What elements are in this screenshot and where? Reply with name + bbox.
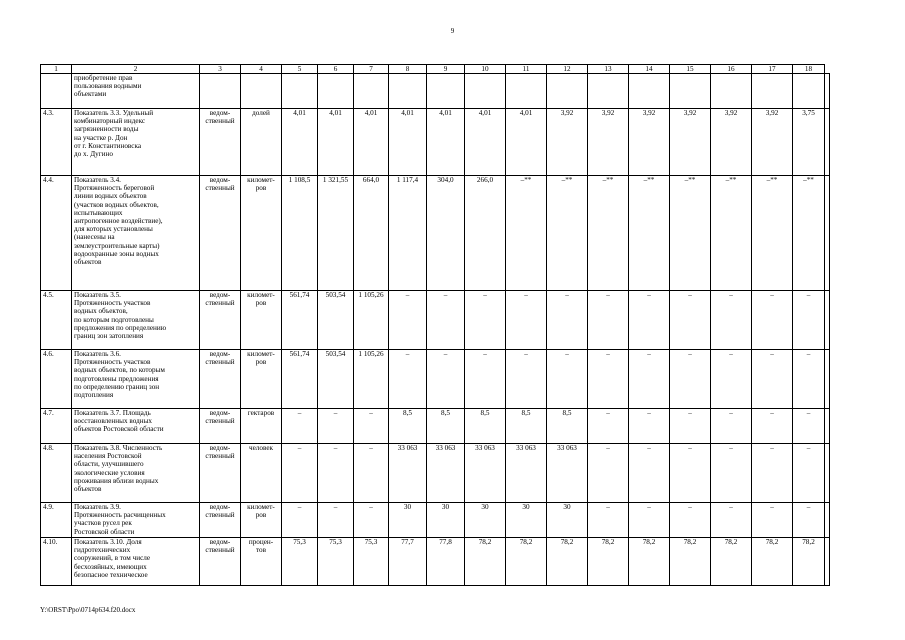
value-cell xyxy=(670,74,711,109)
value-cell: 1 321,55 xyxy=(318,176,354,291)
table-row xyxy=(41,291,830,350)
source-cell: ведом- ственный xyxy=(200,109,241,176)
value-cell: – xyxy=(670,409,711,444)
value-cell xyxy=(825,291,830,350)
value-cell xyxy=(793,74,825,109)
value-cell: – xyxy=(588,291,629,350)
value-cell: – xyxy=(793,409,825,444)
value-cell: – xyxy=(282,444,318,503)
column-number-cell: 2 xyxy=(72,65,200,74)
value-cell xyxy=(752,74,793,109)
value-cell: 78,2 xyxy=(670,538,711,586)
value-cell: –** xyxy=(670,176,711,291)
unit-cell xyxy=(241,74,282,109)
value-cell: 664,0 xyxy=(354,176,389,291)
value-cell xyxy=(354,74,389,109)
value-cell: – xyxy=(318,444,354,503)
row-number-cell: 4.4. xyxy=(41,176,72,291)
value-cell xyxy=(825,409,830,444)
row-number-cell: 4.9. xyxy=(41,503,72,538)
value-cell: 78,2 xyxy=(506,538,547,586)
row-number-cell: 4.10. xyxy=(41,538,72,586)
column-number-cell: 18 xyxy=(793,65,825,74)
source-cell: ведом- ственный xyxy=(200,444,241,503)
value-cell: 3,92 xyxy=(711,109,752,176)
value-cell: 33 063 xyxy=(465,444,506,503)
value-cell: – xyxy=(670,444,711,503)
value-cell: 75,3 xyxy=(282,538,318,586)
unit-cell: долей xyxy=(241,109,282,176)
value-cell: – xyxy=(427,291,465,350)
table-row xyxy=(41,109,830,176)
table-row xyxy=(41,350,830,409)
value-cell: – xyxy=(318,503,354,538)
value-cell: 75,3 xyxy=(354,538,389,586)
indicator-name-cell: Показатель 3.10. Доля гидротехнических сооружений, в том числе бесхозяйных, имеющих безопасное техническое xyxy=(72,538,200,586)
column-number-cell: 5 xyxy=(282,65,318,74)
value-cell: – xyxy=(465,291,506,350)
value-cell: – xyxy=(711,350,752,409)
value-cell: 8,5 xyxy=(427,409,465,444)
column-number-cell: 11 xyxy=(506,65,547,74)
value-cell: – xyxy=(793,350,825,409)
value-cell: 4,01 xyxy=(318,109,354,176)
value-cell: 4,01 xyxy=(389,109,427,176)
indicator-name-cell: Показатель 3.9. Протяженность расчищенных участков русел рек Ростовской области xyxy=(72,503,200,538)
value-cell xyxy=(825,74,830,109)
value-cell: 266,0 xyxy=(465,176,506,291)
table-row xyxy=(41,176,830,291)
value-cell: 78,2 xyxy=(793,538,825,586)
value-cell: – xyxy=(793,444,825,503)
value-cell: 8,5 xyxy=(389,409,427,444)
value-cell: – xyxy=(588,409,629,444)
value-cell: 1 105,26 xyxy=(354,350,389,409)
value-cell: 3,92 xyxy=(588,109,629,176)
value-cell: 4,01 xyxy=(354,109,389,176)
value-cell: 33 063 xyxy=(547,444,588,503)
column-number-cell: 12 xyxy=(547,65,588,74)
value-cell: – xyxy=(465,350,506,409)
value-cell: 1 105,26 xyxy=(354,291,389,350)
value-cell: – xyxy=(427,350,465,409)
value-cell: 78,2 xyxy=(588,538,629,586)
value-cell: –** xyxy=(506,176,547,291)
value-cell: – xyxy=(354,503,389,538)
value-cell xyxy=(465,74,506,109)
value-cell: 75,3 xyxy=(318,538,354,586)
column-number-cell: 15 xyxy=(670,65,711,74)
value-cell: 8,5 xyxy=(465,409,506,444)
value-cell: 4,01 xyxy=(427,109,465,176)
value-cell: – xyxy=(711,503,752,538)
value-cell: – xyxy=(752,291,793,350)
value-cell: 3,92 xyxy=(629,109,670,176)
value-cell: –** xyxy=(752,176,793,291)
column-number-cell: 7 xyxy=(354,65,389,74)
table-row xyxy=(41,409,830,444)
value-cell: 503,54 xyxy=(318,350,354,409)
value-cell xyxy=(825,109,830,176)
source-cell: ведом- ственный xyxy=(200,291,241,350)
value-cell: –** xyxy=(588,176,629,291)
source-cell: ведом- ственный xyxy=(200,176,241,291)
value-cell: 1 108,5 xyxy=(282,176,318,291)
value-cell: – xyxy=(629,409,670,444)
value-cell: 30 xyxy=(465,503,506,538)
value-cell: – xyxy=(793,503,825,538)
row-number-cell: 4.5. xyxy=(41,291,72,350)
column-number-cell: 13 xyxy=(588,65,629,74)
value-cell: – xyxy=(506,350,547,409)
value-cell xyxy=(389,74,427,109)
unit-cell: человек xyxy=(241,444,282,503)
row-number-cell: 4.7. xyxy=(41,409,72,444)
value-cell xyxy=(588,74,629,109)
value-cell: –** xyxy=(711,176,752,291)
unit-cell: процен- тов xyxy=(241,538,282,586)
value-cell: –** xyxy=(547,176,588,291)
column-number-cell: 14 xyxy=(629,65,670,74)
value-cell: – xyxy=(389,350,427,409)
unit-cell: гектаров xyxy=(241,409,282,444)
source-cell: ведом- ственный xyxy=(200,350,241,409)
value-cell: 4,01 xyxy=(506,109,547,176)
value-cell: 4,01 xyxy=(282,109,318,176)
value-cell: – xyxy=(282,409,318,444)
value-cell xyxy=(629,74,670,109)
value-cell: –** xyxy=(629,176,670,291)
unit-cell: километ- ров xyxy=(241,503,282,538)
value-cell: – xyxy=(389,291,427,350)
column-number-cell: 9 xyxy=(427,65,465,74)
value-cell: 30 xyxy=(506,503,547,538)
value-cell: 561,74 xyxy=(282,350,318,409)
value-cell: 30 xyxy=(427,503,465,538)
column-number-cell: 3 xyxy=(200,65,241,74)
row-number-cell xyxy=(41,74,72,109)
column-number-cell: 1 xyxy=(41,65,72,74)
table-row xyxy=(41,74,830,109)
column-number-cell: 16 xyxy=(711,65,752,74)
value-cell xyxy=(825,350,830,409)
value-cell xyxy=(711,74,752,109)
table-row xyxy=(41,503,830,538)
column-number-cell: 8 xyxy=(389,65,427,74)
indicator-name-cell: Показатель 3.8. Численность населения Ростовской области, улучшившего экологические условия проживания вблизи водных объектов xyxy=(72,444,200,503)
value-cell: – xyxy=(588,444,629,503)
value-cell: 8,5 xyxy=(506,409,547,444)
value-cell: 30 xyxy=(547,503,588,538)
value-cell: – xyxy=(752,503,793,538)
value-cell: 78,2 xyxy=(629,538,670,586)
value-cell xyxy=(506,74,547,109)
value-cell: – xyxy=(629,444,670,503)
indicator-name-cell: Показатель 3.3. Удельный комбинаторный индекс загрязненности воды на участке р. Дон от г. Константиновска до х. Дугино xyxy=(72,109,200,176)
value-cell: 30 xyxy=(389,503,427,538)
unit-cell: километ- ров xyxy=(241,176,282,291)
value-cell: – xyxy=(670,291,711,350)
value-cell: – xyxy=(711,444,752,503)
value-cell: – xyxy=(547,291,588,350)
value-cell xyxy=(318,74,354,109)
value-cell xyxy=(825,538,830,586)
indicator-name-cell: Показатель 3.6. Протяженность участков водных объектов, по которым подготовлены предложения по определению границ зон подтопления xyxy=(72,350,200,409)
row-number-cell: 4.8. xyxy=(41,444,72,503)
value-cell: 1 117,4 xyxy=(389,176,427,291)
indicator-name-cell: Показатель 3.7. Площадь восстановленных водных объектов Ростовской области xyxy=(72,409,200,444)
value-cell: – xyxy=(711,409,752,444)
indicator-name-cell: приобретение прав пользования водными объектами xyxy=(72,74,200,109)
source-cell xyxy=(200,74,241,109)
value-cell: – xyxy=(588,503,629,538)
value-cell: 4,01 xyxy=(465,109,506,176)
value-cell: – xyxy=(752,350,793,409)
indicator-name-cell: Показатель 3.4. Протяженность береговой линии водных объектов (участков водных объектов, испытывающих антропогенное воздействие), для которых установлены (нанесены на землеустроительные карты) водоохранные зоны водных объектов xyxy=(72,176,200,291)
source-cell: ведом- ственный xyxy=(200,503,241,538)
page-number: 9 xyxy=(450,27,455,35)
column-number-row xyxy=(41,65,830,74)
value-cell: – xyxy=(354,444,389,503)
value-cell: 3,92 xyxy=(547,109,588,176)
source-cell: ведом- ственный xyxy=(200,409,241,444)
value-cell: – xyxy=(793,291,825,350)
unit-cell: километ- ров xyxy=(241,350,282,409)
footer-file-path: Y:\ORST\Ppo\0714p634.f20.docx xyxy=(40,606,136,614)
value-cell: 77,7 xyxy=(389,538,427,586)
column-number-cell: 4 xyxy=(241,65,282,74)
value-cell: – xyxy=(752,444,793,503)
value-cell xyxy=(427,74,465,109)
value-cell xyxy=(825,503,830,538)
value-cell: 33 063 xyxy=(427,444,465,503)
value-cell: 304,0 xyxy=(427,176,465,291)
value-cell: – xyxy=(282,503,318,538)
value-cell xyxy=(547,74,588,109)
row-number-cell: 4.6. xyxy=(41,350,72,409)
value-cell: 77,8 xyxy=(427,538,465,586)
value-cell: – xyxy=(711,291,752,350)
value-cell: 3,92 xyxy=(670,109,711,176)
unit-cell: километ- ров xyxy=(241,291,282,350)
column-number-cell: 6 xyxy=(318,65,354,74)
value-cell: 503,54 xyxy=(318,291,354,350)
value-cell: 78,2 xyxy=(547,538,588,586)
value-cell: 3,75 xyxy=(793,109,825,176)
value-cell: – xyxy=(629,503,670,538)
source-cell: ведом- ственный xyxy=(200,538,241,586)
value-cell: 78,2 xyxy=(711,538,752,586)
value-cell: – xyxy=(670,503,711,538)
value-cell: – xyxy=(318,409,354,444)
value-cell: – xyxy=(588,350,629,409)
value-cell: 8,5 xyxy=(547,409,588,444)
value-cell: 78,2 xyxy=(752,538,793,586)
value-cell: – xyxy=(506,291,547,350)
value-cell xyxy=(282,74,318,109)
table-row xyxy=(41,444,830,503)
value-cell: –** xyxy=(793,176,825,291)
value-cell: 33 063 xyxy=(506,444,547,503)
row-number-cell: 4.3. xyxy=(41,109,72,176)
indicator-name-cell: Показатель 3.5. Протяженность участков водных объектов, по которым подготовлены предложения по определению границ зон затопления xyxy=(72,291,200,350)
value-cell: – xyxy=(547,350,588,409)
value-cell xyxy=(825,444,830,503)
indicators-table xyxy=(40,64,830,586)
value-cell xyxy=(825,176,830,291)
value-cell: 3,92 xyxy=(752,109,793,176)
column-number-cell: 10 xyxy=(465,65,506,74)
value-cell: – xyxy=(629,350,670,409)
value-cell: – xyxy=(354,409,389,444)
column-number-cell: 17 xyxy=(752,65,793,74)
value-cell: 33 063 xyxy=(389,444,427,503)
table-row xyxy=(41,538,830,586)
value-cell: – xyxy=(629,291,670,350)
value-cell: 561,74 xyxy=(282,291,318,350)
value-cell: 78,2 xyxy=(465,538,506,586)
value-cell: – xyxy=(752,409,793,444)
value-cell: – xyxy=(670,350,711,409)
